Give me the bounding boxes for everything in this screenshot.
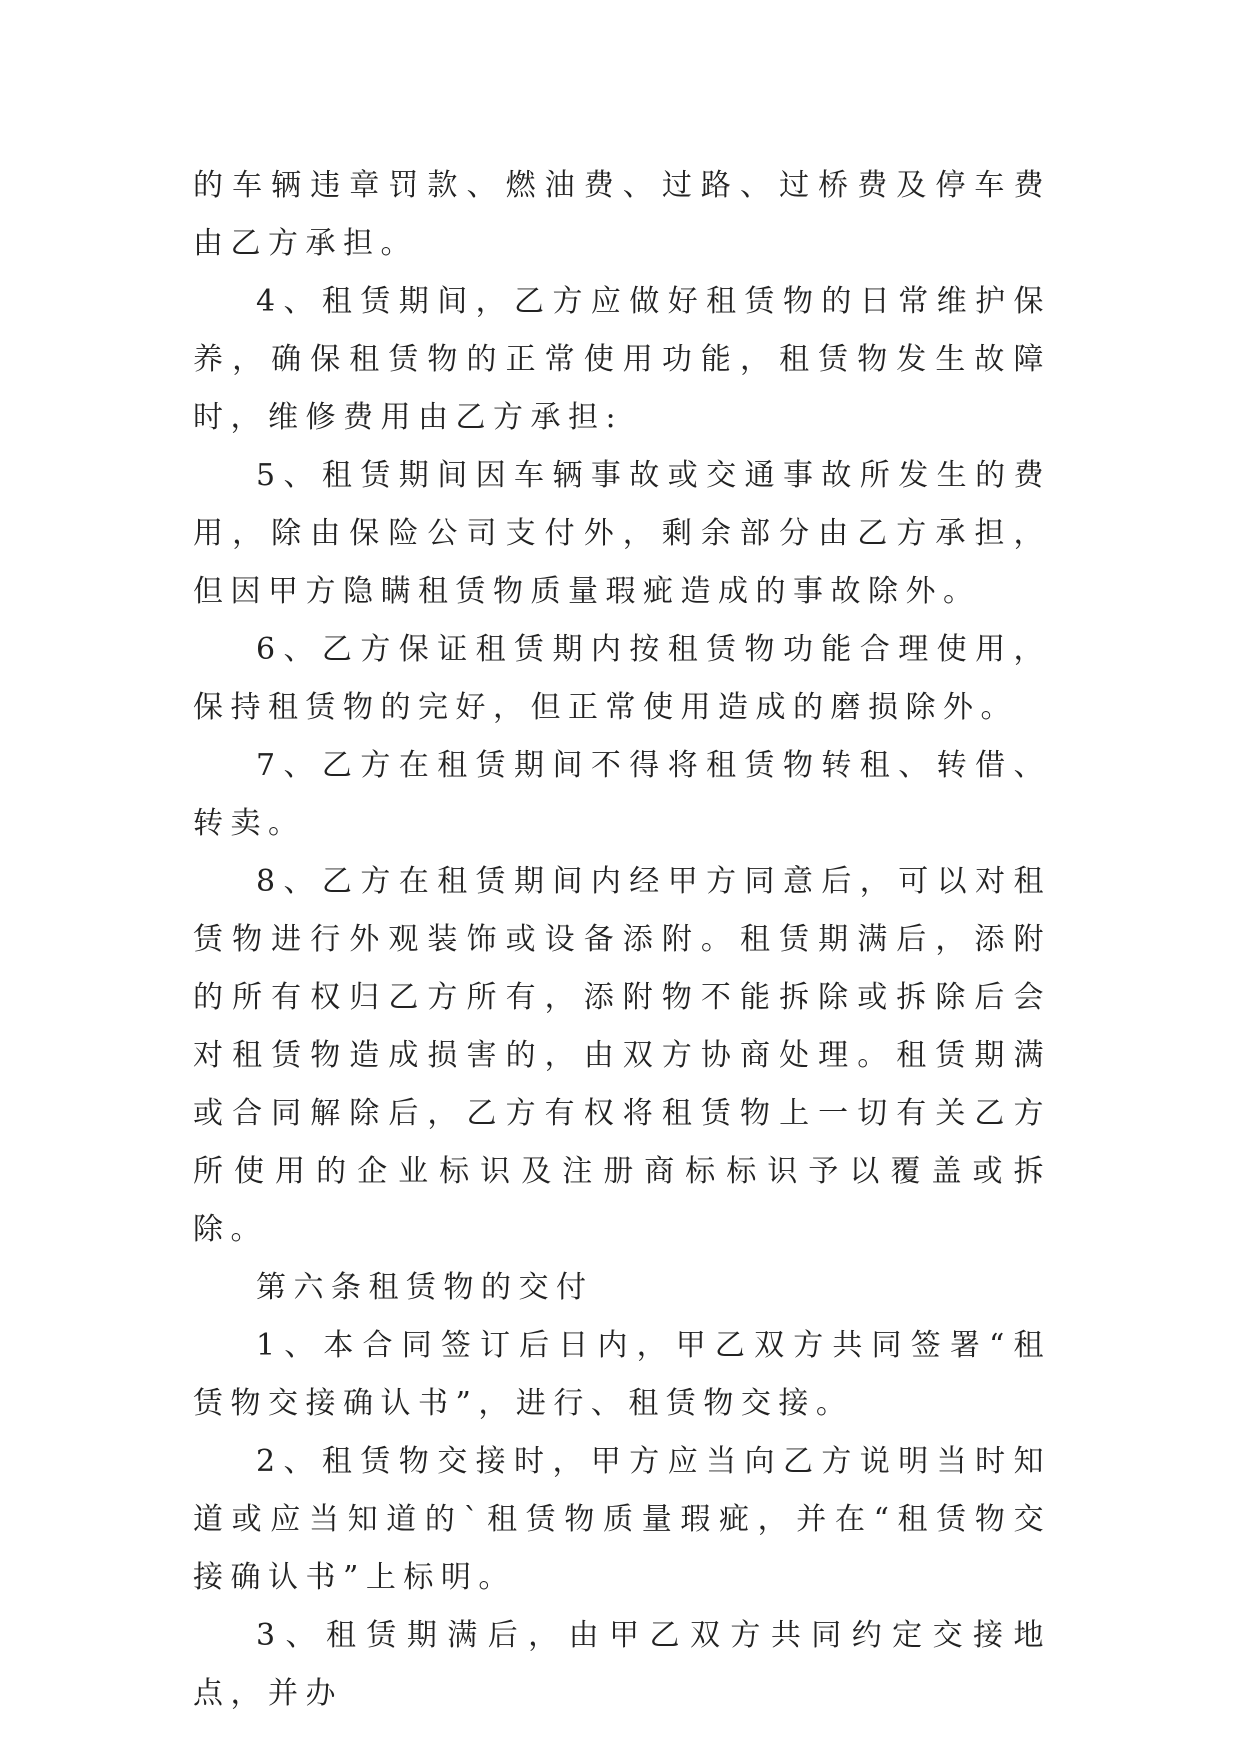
- section-heading-article-6: 第六条租赁物的交付: [256, 1270, 594, 1305]
- paragraph-fee-responsibility: 的车辆违章罚款、燃油费、过路、过桥费及停车费由乙方承担。: [193, 168, 1051, 261]
- paragraph-delivery-2: 2、租赁物交接时，甲方应当向乙方说明当时知道或应当知道的`租赁物质量瑕疵，并在“租赁物交接确认书”上标明。: [193, 1444, 1051, 1595]
- paragraph-clause-5-accident: 5、租赁期间因车辆事故或交通事故所发生的费用，除由保险公司支付外，剩余部分由乙方承担，但因甲方隐瞒租赁物质量瑕疵造成的事故除外。: [193, 458, 1051, 609]
- paragraph-clause-6-proper-use: 6、乙方保证租赁期内按租赁物功能合理使用，保持租赁物的完好，但正常使用造成的磨损除外。: [193, 632, 1051, 725]
- paragraph-delivery-3: 3、租赁期满后，由甲乙双方共同约定交接地点，并办: [193, 1618, 1051, 1711]
- paragraph-clause-4-maintenance: 4、租赁期间，乙方应做好租赁物的日常维护保养，确保租赁物的正常使用功能，租赁物发生故障时，维修费用由乙方承担:: [193, 284, 1051, 435]
- paragraph-clause-8-attachments: 8、乙方在租赁期间内经甲方同意后，可以对租赁物进行外观装饰或设备添附。租赁期满后，添附的所有权归乙方所有，添附物不能拆除或拆除后会对租赁物造成损害的，由双方协商处理。租赁期满或合同解除后，乙方有权将租赁物上一切有关乙方所使用的企业标识及注册商标标识予以覆盖或拆除。: [193, 864, 1051, 1247]
- paragraph-clause-7-no-sublease: 7、乙方在租赁期间不得将租赁物转租、转借、转卖。: [193, 748, 1051, 841]
- document-body: [193, 157, 1051, 1723]
- paragraph-delivery-1: 1、本合同签订后日内，甲乙双方共同签署“租赁物交接确认书”，进行、租赁物交接。: [193, 1328, 1051, 1421]
